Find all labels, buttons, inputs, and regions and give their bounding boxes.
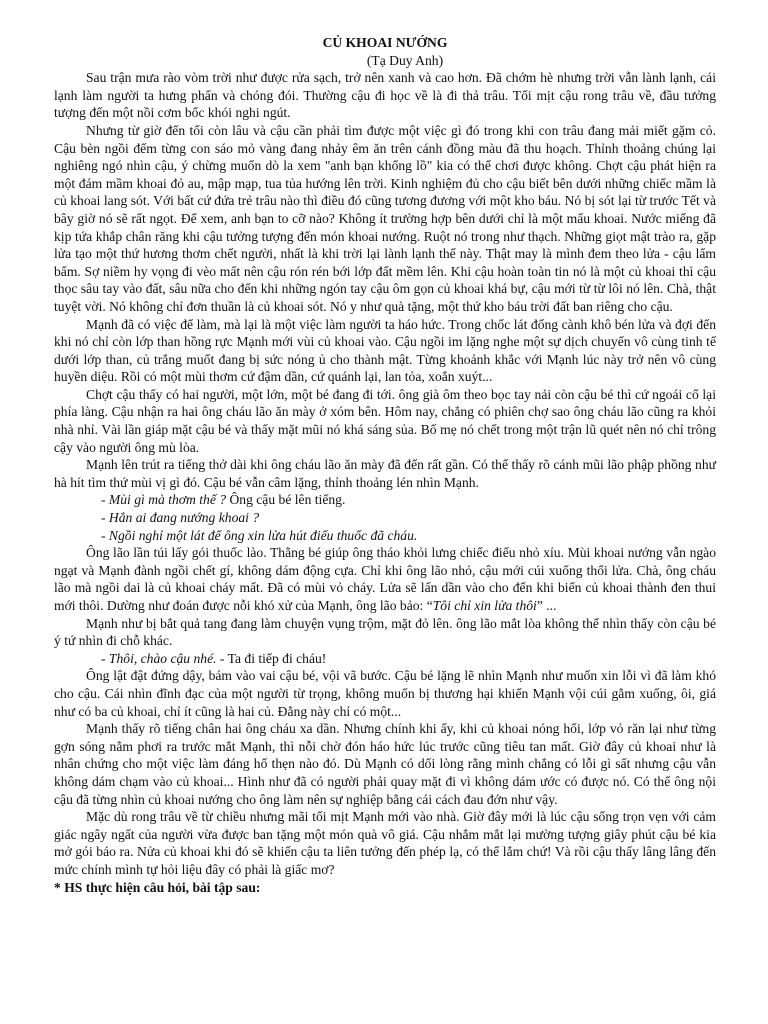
dialogue-line-4 [54,650,716,668]
paragraph-5: Mạnh lên trút ra tiếng thở dài khi ông cháu lão ăn mày đã đến rất gần. Có thể thấy rõ cánh mũi lão phập phồng như hà hít tìm thứ mùi vị gì đó. Cậu bé vẫn câm lặng, thỉnh thoảng lén nhìn Mạnh. [54,457,716,490]
paragraph-6-text: Ông lão lần túi lấy gói thuốc lào. Thằng bé giúp ông tháo khỏi lưng chiếc điếu nhỏ xíu. Mùi khoai nướng vẫn ngào ngạt và Mạnh đành ngồi chết gí, không dám động cựa. Chỉ khi ông lão nhỏ, cậu mới cúi xuống thổi lửa. Chà, ông cháu lão mà ngồi dai là củ khoai cháy mất. Đã có mùi vỏ cháy. Lửa sẽ lấn dần vào cho đến khi biến củ khoai thành đen thui mới thôi. Dường như đoán được nỗi khó xử của Mạnh, ông lão bảo: “ [54,545,716,613]
story-author: (Tạ Duy Anh) [366,52,444,68]
dialogue-line-4-tag: - Ta đi tiếp đi cháu! [216,650,327,666]
dialogue-line-4-speech: - Thôi, chào cậu nhé. [101,650,217,666]
paragraph-10: Mặc dù rong trâu về từ chiều nhưng mãi tối mịt Mạnh mới vào nhà. Giờ đây mới là lúc cậu sống trọn vẹn với cảm giác ngây ngất của người vừa được ban tặng một món quà vô giá. Cậu nhắm mắt lại mường tượng giây phút cậu bé kia mở gói báo ra. Nửa củ khoai khi đó sẽ khiến cậu ta liên tưởng đến phép lạ, có thể lắm chứ! Và rồi cậu thấy lâng lâng đến mức chính mình tự hỏi liệu đây có phải là giấc mơ? [54,809,716,877]
paragraph-2: Nhưng từ giờ đến tối còn lâu và cậu cần phải tìm được một việc gì đó trong khi con trâu đang mải miết gặm cỏ. Cậu bèn ngồi đếm từng con sáo mỏ vàng đang nhảy êm ăn trên cánh đồng màu đã thu hoạch. Thỉnh thoảng chúng lại nghiêng ngó nhìn cậu, ý chừng muốn dò la xem "anh bạn khổng lồ" kia có thể chơi được không. Chợt cậu phát hiện ra một đám mầm khoai đỏ au, mập mạp, tua tủa hướng lên trời. Kinh nghiệm đủ cho cậu biết bên dưới những chiếc mầm là củ khoai lang sót. Với bất cứ đứa trẻ trâu nào thì điều đó cũng tương đương với một kho báu. Nó bị sót lại từ trước Tết và bây giờ nó sẽ rất ngọt. Để xem, anh bạn to cỡ nào? Không ít trường hợp bên dưới chỉ là một mẩu khoai. Nước miếng đã kịp tứa khắp chân răng khi cậu tưởng tượng đến món khoai nướng. Ruột nó trong như thạch. Những giọt mật trào ra, gặp lửa tạo một thứ hương thơm chết người, nhất là khi trời lại lành lạnh thế này. Thật may là mình đem theo lửa - cậu lẩm bẩm. Sợ niềm hy vọng đi vèo mất nên cậu rón rén bới lớp đất mềm lên. Khi cậu hoàn toàn tin nó là một củ khoai thì cậu thọc sâu tay vào đất, sâu nữa cho đến khi những ngón tay cậu ôm gọn củ khoai khá bự, cậu mới từ từ lôi nó lên. Chà, thật tuyệt vời. Nó không chỉ đơn thuần là củ khoai sót. Nó y như quà tặng, một thứ kho báu trời đất ban riêng cho cậu. [54,122,716,314]
dialogue-line-1-tag: Ông cậu bé lên tiếng. [226,492,346,508]
paragraph-6-end: ” ... [536,598,557,613]
dialogue-line-1-speech: - Mùi gì mà thơm thế ? [101,492,227,508]
paragraph-6 [54,544,716,614]
paragraph-8: Ông lật đật đứng dậy, bám vào vai cậu bé, vội vã bước. Cậu bé lặng lẽ nhìn Mạnh như muốn xin lỗi vì đã làm khó cho cậu. Cái nhìn đĩnh đạc của một người từ trọng, không muốn bị thương hại khiến Mạnh vội cúi gằm xuống, ôi, giá như có ba củ khoai, chỉ ít cũng là hai củ. Đằng này chỉ có một... [54,668,716,719]
dialogue-line-2 [54,509,716,527]
paragraph-7: Mạnh như bị bắt quả tang đang làm chuyện vụng trộm, mặt đỏ lên. ông lão mắt lòa không thể nhìn thấy còn cậu bé ý tứ nhìn đi chỗ khác. [54,615,716,649]
story-title: CỦ KHOAI NƯỚNG [322,35,448,50]
dialogue-line-2-speech: - Hẳn ai đang nướng khoai ? [101,510,260,526]
dialogue-line-1 [54,491,716,509]
paragraph-1: Sau trận mưa rào vòm trời như được rửa sạch, trở nên xanh và cao hơn. Đã chớm hè nhưng trời vẫn lành lạnh, cái lạnh làm người ta hưng phấn và chóng đói. Thường cậu đi học về là đi thả trâu. Tối mịt cậu rong trâu về, đầu tưởng tượng đến một nồi cơm bốc khói nghi ngút. [54,70,716,121]
dialogue-line-3-speech: - Ngồi nghỉ một lát để ông xin lửa hút điếu thuốc đã cháu. [101,527,418,543]
paragraph-3: Mạnh đã có việc để làm, mà lại là một việc làm người ta háo hức. Trong chốc lát đống cành khô bén lửa và đợi đến khi nó chỉ còn lớp than hồng rực Mạnh mới vùi củ khoai vào. Cậu ngồi im lặng nghe một sự dịch chuyển vô cùng tinh tế dưới lớp than, củ trắng muốt đang bị sức nóng ủ cho thành mật. Từng khoảnh khắc với Mạnh lúc này trở nên vô cùng huyền diệu. Rồi có một mùi thơm cứ đậm dần, cứ quánh lại, lan tỏa, xoắn xuýt... [54,316,716,385]
paragraph-6-quote: Tôi chỉ xin lửa thôi [432,598,537,613]
paragraph-9: Mạnh thấy rõ tiếng chân hai ông cháu xa dần. Nhưng chính khi ấy, khi củ khoai nóng hổi, lớp vỏ răn lại như từng gợn sóng nằm phơi ra trước mắt Mạnh, thì nỗi chờ đón háo hức lúc trước cũng tiêu tan mất. Giờ đây củ khoai như là nhân chứng cho một việc làm đáng hổ thẹn nào đó. Dù Mạnh có dối lòng rằng mình chẳng có lỗi gì sất nhưng cậu vẫn không dám chạm vào củ khoai... Hình như đã có người phải quay mặt đi vì không dám ước có được nó. Có thể ông nội cậu đã từng nhìn củ khoai nướng cho ông làm nên sự nghiệp bằng cái cách đau đớn như vậy. [54,721,716,807]
task-heading: * HS thực hiện câu hỏi, bài tập sau: [54,879,261,895]
paragraph-4: Chợt cậu thấy có hai người, một lớn, một bé đang đi tới. ông già ôm theo bọc tay nải còn cậu bé thì cứ ngoái cổ lại phía làng. Cậu nhận ra hai ông cháu lão ăn mày ở xóm bên. Hôm nay, chẳng có phiên chợ sao ông cháu lão cũng ra khỏi nhà nhỉ. Vài lần giáp mặt cậu bé và thấy mặt mũi nó khá sáng sủa. Bố mẹ nó chết trong một trận lũ quét nên nó chỉ trông cậy vào người ông mù lòa. [54,386,716,455]
dialogue-line-3 [54,527,716,545]
